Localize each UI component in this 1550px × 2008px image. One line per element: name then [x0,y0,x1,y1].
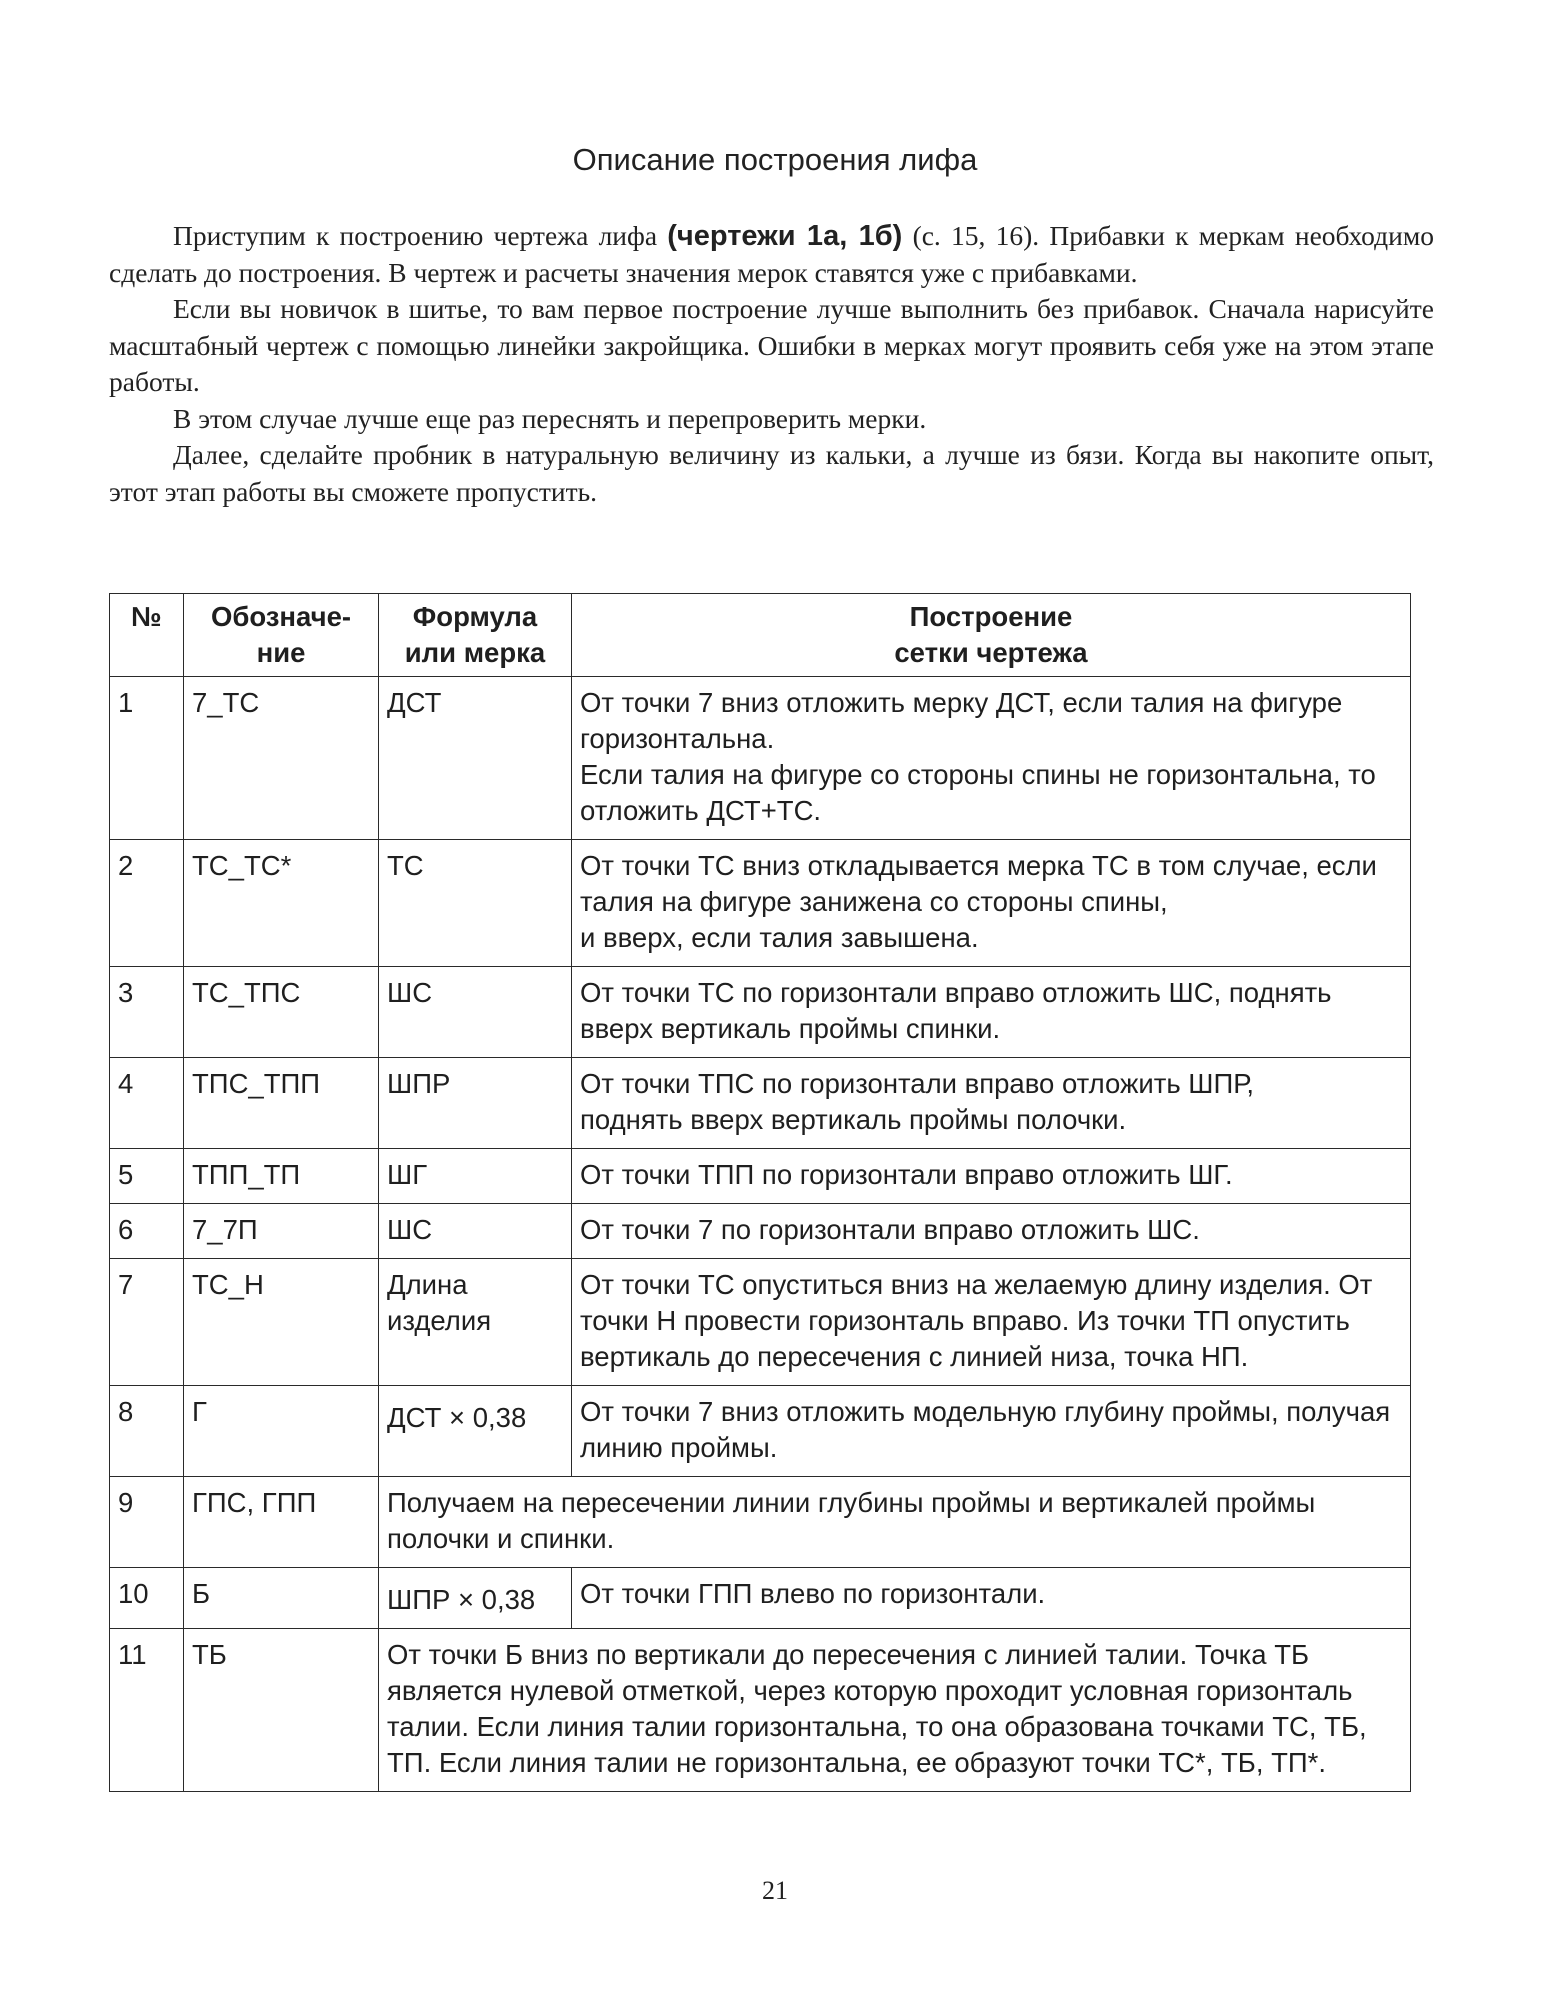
row-construction-text [572,1386,1411,1477]
table-row [110,1386,1411,1477]
row-number [110,677,184,840]
row-number-text: 3 [118,977,134,1008]
row-number [110,1568,184,1629]
row-formula [379,1568,572,1629]
table-row [110,1149,1411,1204]
row-construction-text [572,840,1411,967]
row-number-text: 10 [118,1578,149,1609]
row-formula [379,1386,572,1477]
row-number [110,1477,184,1568]
header-formula-text: Формула или мерка [404,601,546,668]
row-designation-text: 7_7П [192,1214,258,1245]
row-number [110,1149,184,1204]
row-formula [379,1149,572,1204]
header-designation-text: Обозначе- ние [210,601,352,668]
row-designation [184,677,379,840]
table-row [110,677,1411,840]
row-formula-text: ШГ [387,1159,428,1190]
row-construction-text [572,1568,1411,1629]
row-construction-text-text: От точки ТС по горизонтали вправо отложить ШС, поднять вверх вертикаль проймы спинки. [580,977,1332,1044]
row-formula-text: ДСТ × 0,38 [387,1402,527,1433]
drawing-reference: (чертежи 1а, 1б) [667,220,903,252]
row-construction-text [572,1149,1411,1204]
row-number-text: 8 [118,1396,134,1427]
intro-paragraph-3: В этом случае лучше еще раз переснять и перепроверить мерки. [173,402,927,434]
row-number-text: 11 [118,1639,147,1670]
row-designation-text: ГПС, ГПП [192,1487,317,1518]
row-number-text: 1 [118,687,134,718]
row-number [110,1259,184,1386]
row-formula [379,1204,572,1259]
page-number: 21 [762,1876,788,1905]
table-row [110,1629,1411,1792]
row-designation-text: Б [192,1578,211,1609]
row-formula [379,840,572,967]
row-construction-text [572,1204,1411,1259]
row-merged-text-text: Получаем на пересечении линии глубины проймы и вертикалей проймы полочки и спинки. [387,1487,1316,1554]
row-designation [184,1386,379,1477]
row-designation [184,967,379,1058]
row-construction-text-text: От точки ТПС по горизонтали вправо отложить ШПР, поднять вверх вертикаль проймы полочки. [580,1068,1255,1135]
page-title: Описание построения лифа [572,142,978,177]
row-number [110,1629,184,1792]
row-designation [184,1058,379,1149]
row-merged-text-text: От точки Б вниз по вертикали до пересечения с линией талии. Точка ТБ является нулевой отметкой, через которую проходит условная горизонталь талии. Если линия талии горизонтальна, то она образована точками ТС, ТБ, ТП. Если линия талии не горизонтальна, ее образуют точки ТС*, ТБ, ТП*. [387,1639,1367,1778]
row-number [110,1204,184,1259]
row-construction-text-text: От точки 7 вниз отложить модельную глубину проймы, получая линию проймы. [580,1396,1391,1463]
row-number-text: 2 [118,850,134,881]
row-designation [184,1204,379,1259]
row-formula-text: ШС [387,977,433,1008]
row-number [110,1386,184,1477]
row-designation [184,1477,379,1568]
table-body [110,677,1411,1792]
table-row [110,1568,1411,1629]
row-designation [184,1568,379,1629]
row-construction-text [572,677,1411,840]
row-formula [379,1259,572,1386]
header-designation [184,594,379,677]
intro-text [109,218,1434,510]
table-row [110,1477,1411,1568]
row-designation-text: ТПП_ТП [192,1159,301,1190]
row-construction-text-text: От точки ГПП влево по горизонтали. [580,1578,1046,1609]
row-construction-text-text: От точки 7 по горизонтали вправо отложить ШС. [580,1214,1200,1245]
row-construction-text [572,967,1411,1058]
row-designation [184,840,379,967]
row-number [110,840,184,967]
row-designation-text: ТС_ТС* [192,850,292,881]
row-formula [379,967,572,1058]
row-construction-text-text: От точки ТС вниз откладывается мерка ТС в том случае, если талия на фигуре занижена со стороны спины, и вверх, если талия завышена. [580,850,1377,953]
row-designation-text: ТС_Н [192,1269,264,1300]
row-merged-text [379,1477,1411,1568]
header-num: № [110,594,184,677]
row-formula-text: ТС [387,850,424,881]
row-number [110,967,184,1058]
row-number-text: 6 [118,1214,134,1245]
row-number-text: 4 [118,1068,134,1099]
row-formula [379,1058,572,1149]
intro-p1-after: (с. 15, 16). Прибавки к меркам необходимо сделать до построения. В чертеж и расчеты значения мерок ставятся уже с прибавками. [109,220,1434,288]
table-row [110,1204,1411,1259]
row-number-text: 5 [118,1159,134,1190]
row-construction-text-text: От точки ТС опуститься вниз на желаемую длину изделия. От точки Н провести горизонталь вправо. Из точки ТП опустить вертикаль до пересечения с линией низа, точка НП. [580,1269,1373,1372]
row-number-text: 9 [118,1487,134,1518]
header-formula [379,594,572,677]
row-construction-text-text: От точки ТПП по горизонтали вправо отложить ШГ. [580,1159,1233,1190]
row-designation [184,1259,379,1386]
row-construction-text [572,1259,1411,1386]
row-formula-text: ШС [387,1214,433,1245]
table-row [110,1259,1411,1386]
row-formula-text: ШПР × 0,38 [387,1584,536,1615]
row-designation-text: ТС_ТПС [192,977,301,1008]
row-designation-text: 7_ТС [192,687,260,718]
row-number [110,1058,184,1149]
row-merged-text [379,1629,1411,1792]
table-header-row [110,594,1411,677]
row-formula-text: ДСТ [387,687,442,718]
intro-paragraph-1 [109,218,1434,291]
row-construction-text [572,1058,1411,1149]
row-number-text: 7 [118,1269,134,1300]
header-construction [572,594,1411,677]
row-formula-text: ШПР [387,1068,451,1099]
row-designation [184,1629,379,1792]
table-row [110,840,1411,967]
table-row [110,967,1411,1058]
intro-paragraph-2: Если вы новичок в шитье, то вам первое построение лучше выполнить без прибавок. Сначала нарисуйте масштабный чертеж с помощью линейки закройщика. Ошибки в мерках могут проявить себя уже на этом этапе работы. [109,293,1434,397]
intro-paragraph-4: Далее, сделайте пробник в натуральную величину из кальки, а лучше из бязи. Когда вы накопите опыт, этот этап работы вы сможете пропустить. [109,439,1434,507]
row-construction-text-text: От точки 7 вниз отложить мерку ДСТ, если талия на фигуре горизонтальна. Если талия на фигуре со стороны спины не горизонтальна, то отложить ДСТ+ТС. [580,687,1376,826]
header-construction-text: Построение сетки чертежа [894,601,1088,668]
row-designation-text: ТБ [192,1639,227,1670]
row-designation [184,1149,379,1204]
row-formula-text: Длина изделия [387,1269,492,1336]
table-row [110,1058,1411,1149]
construction-table [109,593,1411,1792]
row-designation-text: ТПС_ТПП [192,1068,321,1099]
row-designation-text: Г [192,1396,207,1427]
row-formula [379,677,572,840]
intro-p1-before: Приступим к построению чертежа лифа [173,220,668,251]
